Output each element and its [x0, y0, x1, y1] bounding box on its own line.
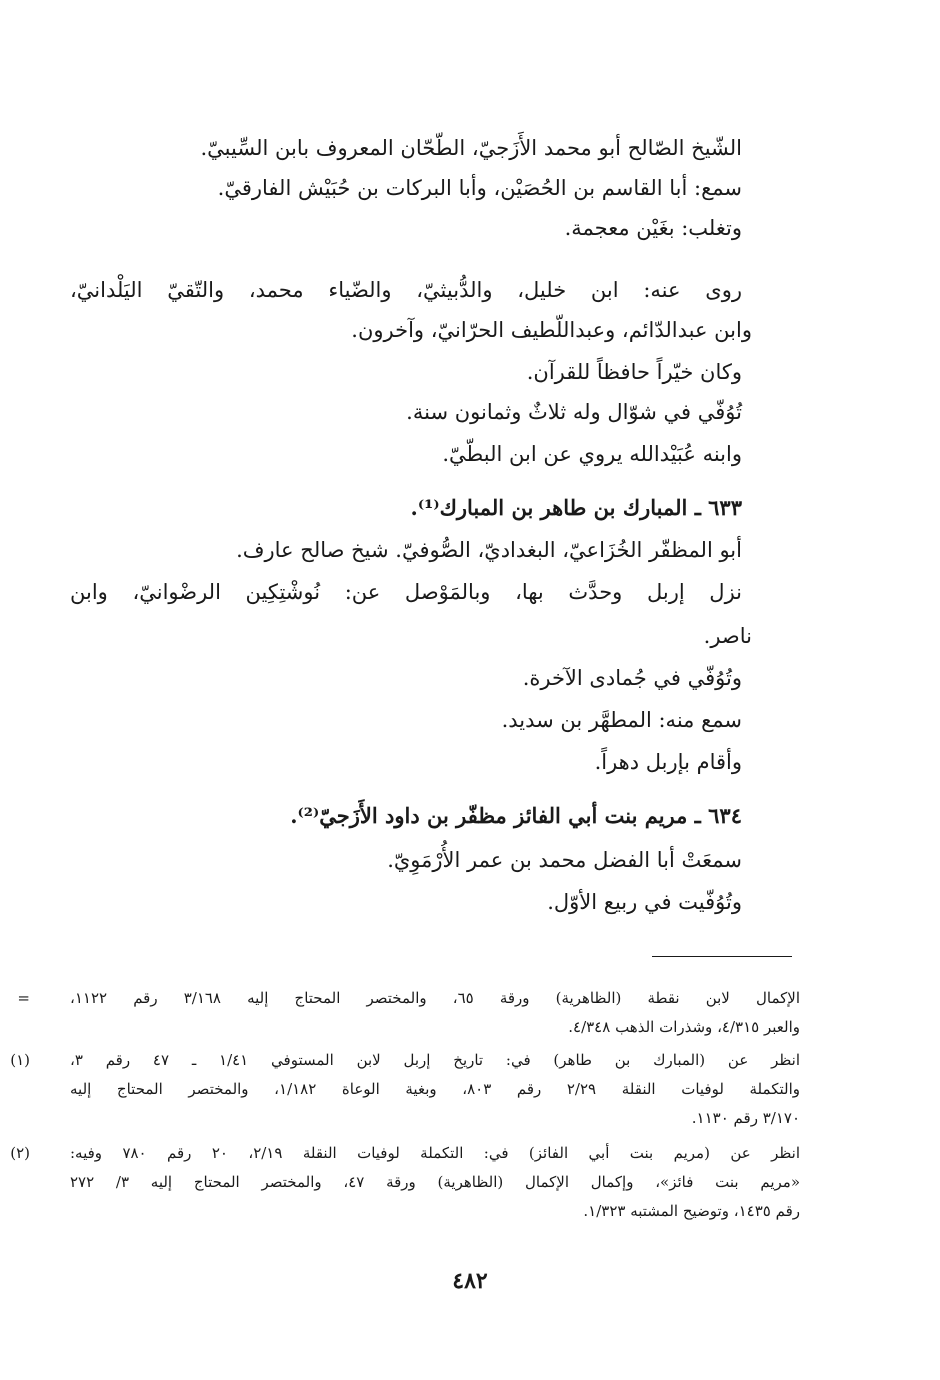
text-line: سمع منه: المطهَّر بن سديد. [501, 708, 742, 732]
text-line: نزل إربل وحدَّث بها، وبالمَوْصل عن: نُوشْتِكِين الرضْوانيّ، وابن [70, 580, 742, 604]
footnote-line: انظر عن (المبارك بن طاهر) في: تاريخ إربل لابن المستوفي ١/٤١ ـ ٤٧ رقم ٣، [70, 1051, 801, 1069]
footnote-marker-2: (٢) [10, 1144, 30, 1162]
footnote-line: «مريم بنت فائز»، وإكمال الإكمال (الظاهرية) ورقة ٤٧، والمختصر المحتاج إليه ٣/ ٢٧٢ [70, 1173, 800, 1191]
text-line: وكان خيّراً حافظاً للقرآن. [526, 360, 742, 384]
footnote-line: والتكملة لوفيات النقلة ٢/٢٩ رقم ٨٠٣، وبغية الوعاة ١/١٨٢، والمختصر المحتاج إليه [70, 1080, 800, 1098]
footnote-line: رقم ١٤٣٥، وتوضيح المشتبه ١/٣٢٣. [583, 1202, 800, 1220]
text-line: روى عنه: ابن خليل، والدُّبيثيّ، والضّياء محمد، والتّقيّ اليَلْدانيّ، [70, 278, 742, 302]
page-number: ٤٨٢ [452, 1268, 488, 1294]
text-line: وتُوُفّيت في ربيع الأوّل. [547, 890, 742, 914]
footnote-separator [652, 956, 792, 957]
text-line: وتُوُفّي في جُمادى الآخرة. [522, 666, 742, 690]
text-line: وابن عبدالدّائم، وعبداللّطيف الحرّانيّ، وآخرون. [351, 318, 752, 342]
text-line: وتغلب: بغَيْن معجمة. [564, 216, 742, 240]
entry-heading-633: ٦٣٣ ـ المبارك بن طاهر بن المبارك⁽¹⁾. [410, 495, 742, 520]
text-line: وأقام بإربل دهراً. [594, 750, 742, 774]
footnote-line: الإكمال لابن نقطة (الظاهرية) ورقة ٦٥، والمختصر المحتاج إليه ٣/١٦٨ رقم ١١٢٢، [70, 989, 800, 1007]
footnote-line: والعبر ٤/٣١٥، وشذرات الذهب ٤/٣٤٨. [568, 1018, 800, 1036]
footnote-line: انظر عن (مريم بنت أبي الفائز) في: التكملة لوفيات النقلة ٢/١٩، ٢٠ رقم ٧٨٠ وفيه: [70, 1144, 801, 1162]
footnote-marker-1: (١) [10, 1051, 30, 1069]
footnote-marker-continued: = [17, 989, 30, 1007]
text-line: سمعَتْ أبا الفضل محمد بن عمر الأُرْمَوِيّ. [387, 848, 742, 872]
entry-heading-634: ٦٣٤ ـ مريم بنت أبي الفائز مظفّر بن داود الأَزَجيّ⁽²⁾. [290, 803, 742, 828]
text-line: الشّيخ الصّالح أبو محمد الأَزَجيّ، الطّحّان المعروف بابن السِّيبيّ. [200, 136, 742, 160]
text-line: سمع: أبا القاسم بن الحُصَيْن، وأبا البركات بن حُبَيْش الفارقيّ. [217, 176, 742, 200]
text-line: ناصر. [703, 624, 752, 648]
text-line: وابنه عُبَيْدالله يروي عن ابن البطّيّ. [442, 442, 742, 466]
text-line: أبو المظفّر الخُزَاعيّ، البغداديّ، الصُّوفيّ. شيخ صالح عارف. [236, 538, 742, 562]
footnote-line: ٣/١٧٠ رقم ١١٣٠. [691, 1109, 800, 1127]
text-line: تُوُفّي في شوّال وله ثلاثٌ وثمانون سنة. [406, 400, 742, 424]
